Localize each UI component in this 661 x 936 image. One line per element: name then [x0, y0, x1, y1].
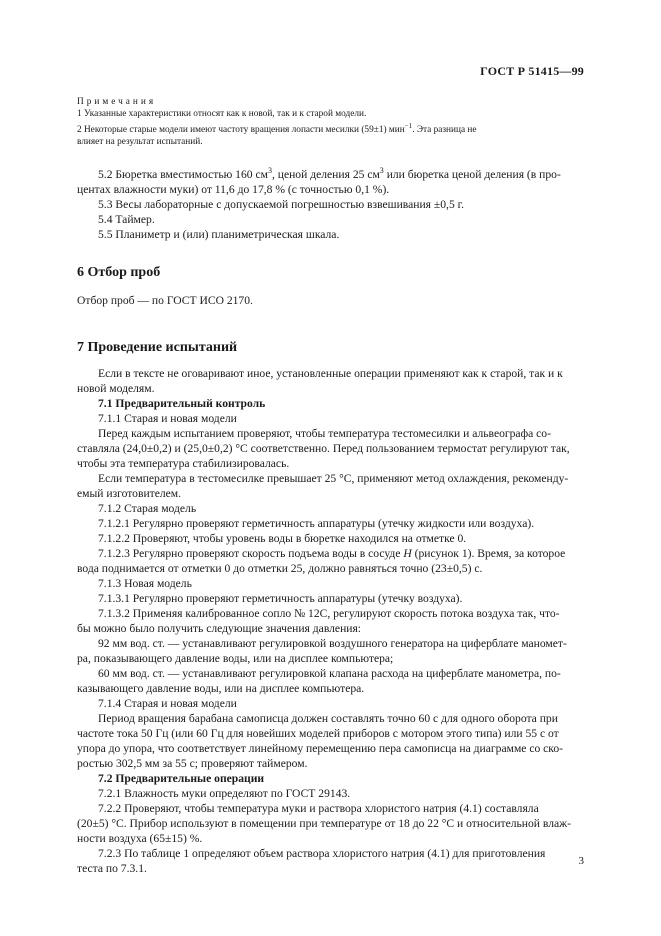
section-5-items [77, 163, 582, 242]
section-6-text: Отбор проб — по ГОСТ ИСО 2170. [77, 294, 253, 307]
clause-7-1-4-line-d: ростью 302,5 мм за 55 с; проверяют таймером. [77, 757, 308, 770]
standard-code: ГОСТ Р 51415—99 [480, 64, 584, 78]
clause-7-2-2-line-c: ности воздуха (65±15) %. [77, 832, 203, 845]
item-5-4: 5.4 Таймер. [98, 212, 155, 226]
pressure-92-line-a: 92 мм вод. ст. — устанавливают регулировкой воздушного генератора на циферблате маномет- [98, 637, 567, 650]
clause-7-2-3-cont: теста по 7.3.1. [77, 862, 147, 875]
clause-7-1-4-line-c: упора до упора, что соответствует линейному перемещению пера самописца на диаграмме со ско- [77, 742, 564, 755]
page-number: 3 [578, 855, 584, 867]
note-2: 2 Некоторые старые модели имеют частоту вращения лопасти месилки (59±1) мин$^{-1}$. Эта разница не [77, 122, 477, 136]
note-2-cont: влияет на результат испытаний. [77, 137, 203, 148]
section-6-heading: 6 Отбор проб [77, 265, 161, 280]
intro-line-1: Если в тексте не оговаривают иное, установленные операции применяют как к старой, так и к [98, 367, 563, 380]
clause-7-1-3: 7.1.3 Новая модель [98, 577, 192, 590]
item-5-2: 5.2 Бюретка вместимостью 160 $см^3$, ценой деления 25 $см^3$ или бюретка ценой деления (в про- [98, 166, 561, 181]
subsection-7-1-heading: 7.1 Предварительный контроль [98, 397, 266, 410]
intro-line-2: новой моделям. [77, 382, 155, 395]
clause-7-1-2: 7.1.2 Старая модель [98, 502, 197, 515]
clause-7-1-1-line-d: Если температура в тестомесилке превышает 25 °С, применяют метод охлаждения, рекоменду- [98, 472, 569, 485]
clause-7-1-1-line-a: Перед каждым испытанием проверяют, чтобы температура тестомесилки и альвеографа со- [98, 427, 551, 440]
subsection-7-2-heading: 7.2 Предварительные операции [98, 772, 265, 785]
clause-7-2-2-line-b: (20±5) °С. Прибор используют в помещении при температуре от 18 до 22 °С и относительной влаж- [77, 817, 572, 830]
item-5-3: 5.3 Весы лабораторные с допускаемой погрешностью взвешивания ±0,5 г. [98, 197, 465, 211]
clause-7-1-3-2: 7.1.3.2 Применяя калиброванное сопло № 12С, регулируют скорость потока воздуха так, что- [98, 607, 560, 620]
clause-7-1-1-line-c: чтобы эта температура стабилизировалась. [77, 457, 290, 470]
pressure-60-line-b: казывающего давление воды, или на дисплее компьютера. [77, 682, 365, 695]
clause-7-1-1-line-e: емый изготовителем. [77, 487, 182, 500]
clause-7-2-3: 7.2.3 По таблице 1 определяют объем раствора хлористого натрия (4.1) для приготовления [98, 847, 546, 860]
clause-7-1-2-3: 7.1.2.3 Регулярно проверяют скорость подъема воды в сосуде H (рисунок 1). Время, за которое [98, 547, 566, 560]
clause-7-1-3-2-cont: бы можно было получить следующие значения давления: [77, 622, 362, 635]
item-5-5: 5.5 Планиметр и (или) планиметрическая шкала. [98, 227, 340, 241]
section-7-body [77, 366, 582, 876]
clause-7-1-4-line-a: Период вращения барабана самописца должен составлять точно 60 с для одного оборота при [98, 712, 558, 725]
clause-7-1-1: 7.1.1 Старая и новая модели [98, 412, 237, 425]
pressure-92-line-b: ра, показывающего давление воды, или на дисплее компьютера; [77, 652, 394, 665]
notes-block [77, 96, 587, 148]
notes-title: Примечания [77, 97, 157, 107]
pressure-60-line-a: 60 мм вод. ст. — устанавливают регулировкой клапана расхода на циферблате манометра, по- [98, 667, 561, 680]
clause-7-1-2-3-cont: вода поднимается от отметки 0 до отметки 25, должно равняться точно (23±0,5) с. [77, 562, 483, 575]
note-1: 1 Указанные характеристики относят как к новой, так и к старой модели. [77, 109, 367, 119]
section-7-heading: 7 Проведение испытаний [77, 340, 238, 355]
item-5-2-cont: центах влажности муки) от 11,6 до 17,8 % (с точностью 0,1 %). [77, 182, 390, 196]
clause-7-1-2-2: 7.1.2.2 Проверяют, чтобы уровень воды в бюретке находился на отметке 0. [98, 532, 467, 545]
clause-7-1-4-line-b: частоте тока 50 Гц (или 60 Гц для новейших моделей приборов с мотором этого типа) или 55 с от [77, 727, 559, 740]
clause-7-1-1-line-b: ставляла (24,0±0,2) и (25,0±0,2) °С соответственно. Перед пользованием термостат регулируют так, [77, 442, 570, 455]
clause-7-2-1: 7.2.1 Влажность муки определяют по ГОСТ 29143. [98, 787, 351, 800]
clause-7-2-2: 7.2.2 Проверяют, чтобы температура муки и раствора хлористого натрия (4.1) составляла [98, 802, 539, 815]
clause-7-1-3-1: 7.1.3.1 Регулярно проверяют герметичность аппаратуры (утечку воздуха). [98, 592, 463, 605]
clause-7-1-2-1: 7.1.2.1 Регулярно проверяют герметичность аппаратуры (утечку жидкости или воздуха). [98, 517, 535, 530]
clause-7-1-4: 7.1.4 Старая и новая модели [98, 697, 237, 710]
